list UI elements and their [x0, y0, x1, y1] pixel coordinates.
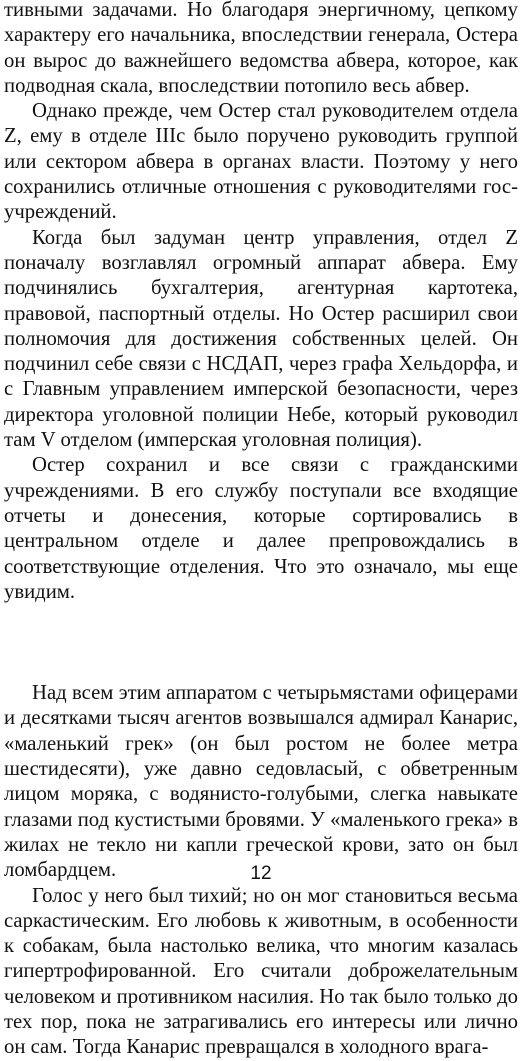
- paragraph: Остер сохранил и все связи с гражданскими учреждениями. В его службу поступали все входящие отчеты и донесения, которые сортировались в центральном отделе и далее препровождались в соответствующие отделения. Что это означало, мы еще увидим.: [4, 454, 518, 603]
- page-number: 12: [250, 863, 272, 884]
- paragraph: Голос у него был тихий; но он мог становиться весьма саркастическим. Его любовь к животным, в особенности к собакам, была настолько велика, что многим казалась гипертрофированной. Его считали доброжелательным человеком и противником насилия. Но так было только до тех пор, пока не затрагивались его интересы или лично он сам. Тогда Канарис превращался в холодного врага-: [4, 884, 518, 1059]
- paragraph: Однако прежде, чем Остер стал руководителем отдела Z, ему в отделе IIIc было поручено руководить группой или сектором абвера в органах власти. Поэтому у него сохранились отличные отношения с руководителями госучреждений.: [4, 100, 518, 224]
- paragraph: Над всем этим аппаратом с четырьмястами офицерами и десятками тысяч агентов возвышался адмирал Канарис, «маленький грек» (он был ростом не более метра шестидесяти), уже давно седовласый, с обветренным лицом моряка, с водянисто-голубыми, слегка навыкате глазами под кустистыми бровями. У «маленького грека» в жилах не текло ни капли греческой крови, зато он был ломбардцем.: [4, 682, 518, 882]
- text-block-top: [4, 0, 518, 605]
- paragraph: тивными задачами. Но благодаря энергичному, цепкому характеру его начальника, впоследствии генерала, Остера он вырос до важнейшего ведомства абвера, которое, как подводная скала, впоследствии потопило весь абвер.: [4, 0, 518, 97]
- paragraph: Когда был задуман центр управления, отдел Z поначалу возглавлял огромный аппарат абвера. Ему подчинялись бухгалтерия, агентурная картотека, правовой, паспортный отделы. Но Остер расширил свои полномочия для достижения собственных целей. Он подчинил себе связи с НСДАП, через графа Хельдорфа, и с Главным управлением имперской безопасности, через директора уголовной полиции Небе, который руководил там V отделом (имперская уголовная полиция).: [4, 226, 518, 452]
